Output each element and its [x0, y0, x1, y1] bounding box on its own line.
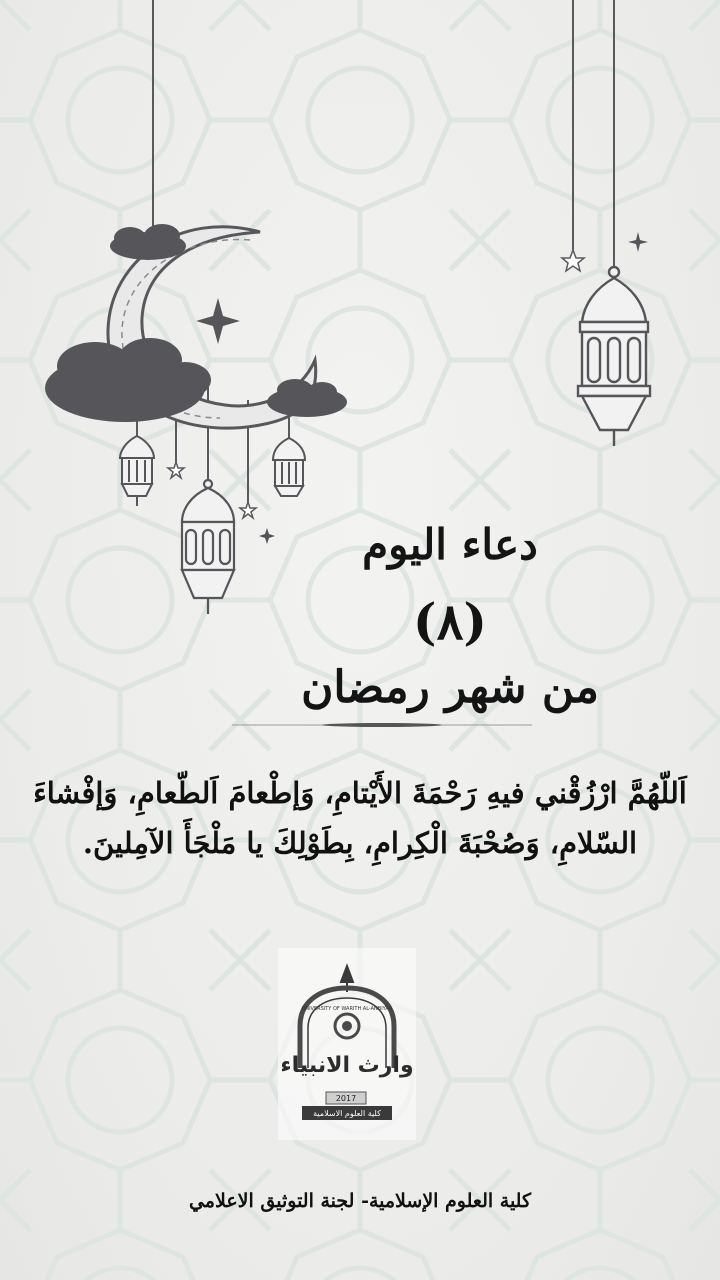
logo-university-name: UNIVERSITY OF WARITH AL-ANBIYAA [301, 1006, 393, 1012]
cloud-icon [45, 338, 211, 422]
star-icon [240, 502, 256, 518]
day-number: (٨) [412, 592, 488, 651]
lantern-icon [578, 267, 650, 446]
logo-year: 2017 [335, 1094, 357, 1103]
dua-text: اَللّهُمَّ ارْزُقْني فيهِ رَحْمَةَ الأَيْتامِ، وَإطْعامَ اَلطّعامِ، وَإفْشاءَ السّلامِ، وَصُحْبَةَ الْكِرامِ، بِطَوْلِكَ يا مَلْجَأَ الآمِلينَ. [33, 776, 687, 860]
page-title: دعاء اليوم [362, 520, 538, 569]
star-icon [168, 462, 184, 478]
cloud-icon [110, 224, 186, 260]
page-subtitle: من شهر رمضان [301, 662, 599, 713]
footer-credit: كلية العلوم الإسلامية- لجنة التوثيق الاعلامي [188, 1190, 532, 1212]
cloud-icon [267, 379, 347, 417]
ornamental-divider [232, 720, 532, 730]
logo-college: كلية العلوم الاسلامية [313, 1109, 381, 1118]
university-logo [278, 948, 416, 1140]
lantern-icon [273, 438, 305, 496]
sparkle-icon [628, 232, 648, 252]
sparkle-icon [196, 298, 240, 344]
logo-arabic-name: وارث الانبياء [280, 1053, 414, 1078]
star-icon [562, 250, 584, 271]
lantern-icon [120, 436, 154, 506]
